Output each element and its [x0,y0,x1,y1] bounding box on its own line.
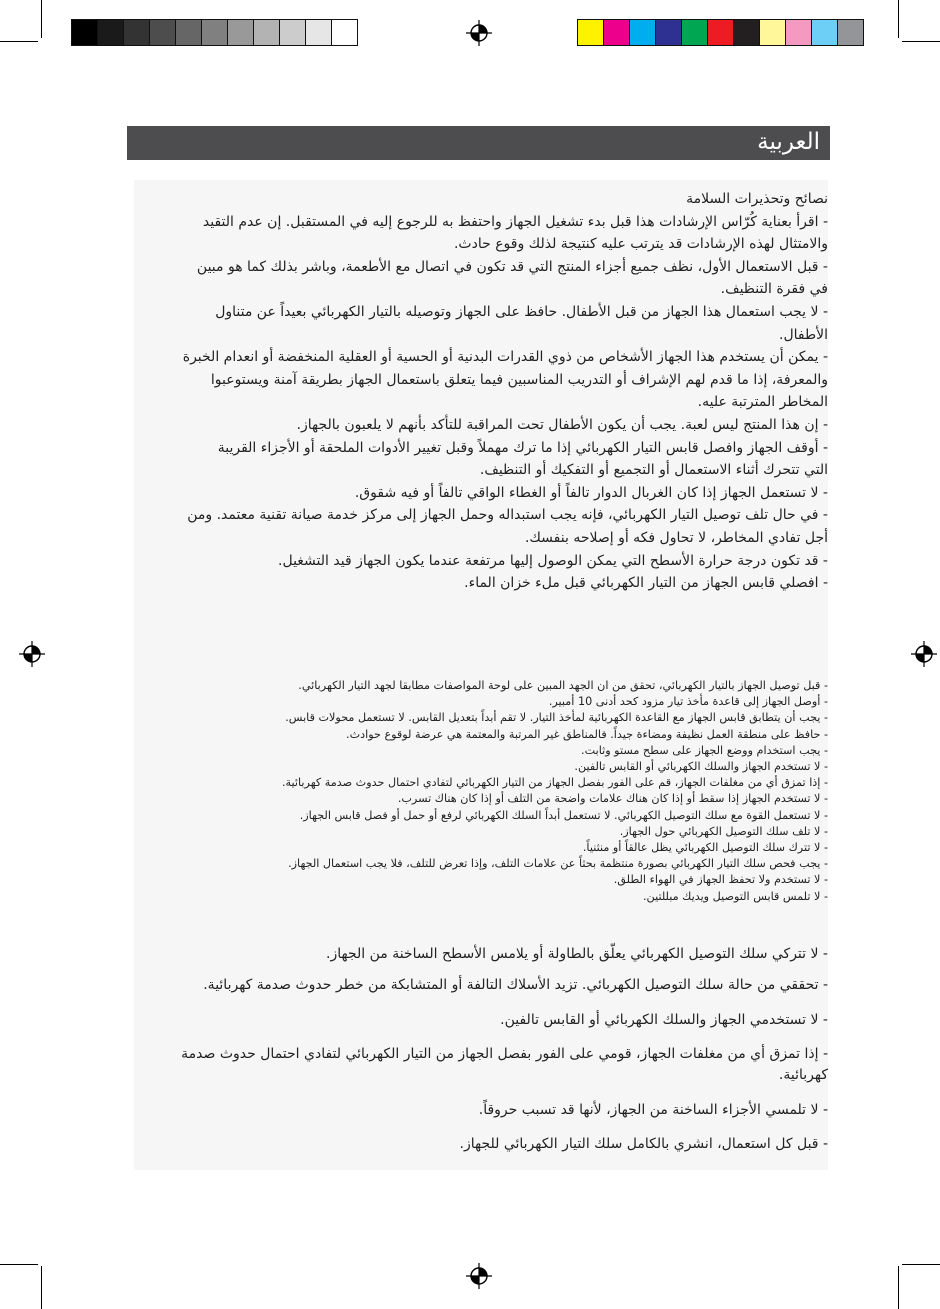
crop-mark-bottom-right-v [898,1266,899,1309]
color-swatch [305,19,332,46]
text-line: الأطفال. [779,326,828,343]
crop-mark-top-left-h [0,41,38,42]
list-item: - لا تستخدمي الجهاز والسلك الكهربائي أو القابس تالفين. [500,1011,828,1028]
color-swatch [629,19,656,46]
crop-mark-top-left-v [41,0,42,38]
list-item: - تحققي من حالة سلك التوصيل الكهربائي. تزيد الأسلاك التالفة أو المتشابكة من خطر حدوث صدمة كهربائية. [203,977,828,993]
color-swatch [331,19,358,46]
text-line: - لا تستعمل الجهاز إذا كان الغربال الدوار تالفاً أو الغطاء الواقي تالفاً أو فيه شقوق. [354,484,828,501]
crop-mark-bottom-right-h [902,1264,940,1265]
color-swatch [603,19,630,46]
list-item: - يجب أن يتطابق قابس الجهاز مع القاعدة الكهربائية لمأخذ التيار. لا تقم أبداً بتعديل القابس. لا تستعمل محولات قابس. [285,711,828,725]
list-item: - لا تستخدم الجهاز والسلك الكهربائي أو القابس تالفين. [574,760,828,774]
list-item: - لا تستخدم ولا تحفظ الجهاز في الهواء الطلق. [613,873,828,887]
text-line: - قد تكون درجة حرارة الأسطح التي يمكن الوصول إليها مرتفعة عندما يكون الجهاز قيد التشغيل. [278,552,828,569]
color-swatch [837,19,864,46]
color-swatch [97,19,124,46]
color-swatch [227,19,254,46]
color-swatch [811,19,838,46]
color-swatch [759,19,786,46]
list-item: - قبل توصيل الجهاز بالتيار الكهربائي، تحقق من ان الجهد المبين على لوحة المواصفات مطابقا لجهد التيار الكهربائي. [298,679,828,692]
grayscale-calibration-bar [71,19,357,46]
text-line: - لا يجب استعمال هذا الجهاز من قبل الأطفال. حافظ على الجهاز وتوصيله بالتيار الكهربائي بعيداً عن متناول [215,303,828,320]
color-swatch [149,19,176,46]
color-swatch [71,19,98,46]
text-line: - إن هذا المنتج ليس لعبة. يجب أن يكون الأطفال تحت المراقبة للتأكد بأنهم لا يلعبون بالجهاز. [296,416,828,433]
list-item: - إذا تمزق أي من مغلفات الجهاز، قومي على الفور بفصل الجهاز من التيار الكهربائي لتفادي احتمال حدوث صدمة كهربائية. [181,1046,828,1083]
color-calibration-bar [577,19,863,46]
registration-crosshair-icon [911,641,937,667]
registration-crosshair-icon [466,1263,492,1289]
list-item: - حافظ على منطقة العمل نظيفة ومضاءة جيداً. فالمناطق غير المرتبة والمعتمة هي عرضة لوقوع حوادث. [346,727,828,741]
list-item: - لا تستعمل القوة مع سلك التوصيل الكهربائي. لا تستعمل أبداً السلك الكهربائي لرفع أو حمل أو فصل قابس الجهاز. [299,808,828,822]
color-swatch [123,19,150,46]
color-swatch [681,19,708,46]
list-item: - إذا تمزق أي من مغلفات الجهاز، قم على الفور بفصل الجهاز من التيار الكهربائي لتفادي احتمال حدوث صدمة كهربائية. [281,776,828,790]
color-swatch [201,19,228,46]
registration-crosshair-icon [19,641,45,667]
list-item: - يجب فحص سلك التيار الكهربائي بصورة منتظمة بحثاً عن علامات التلف، وإذا تعرض للتلف، فلا يجب استعمال الجهاز. [288,857,828,871]
color-swatch [279,19,306,46]
list-item: - أوصل الجهاز إلى قاعدة مأخذ تيار مزود كحد أدنى 10 أمبير. [548,695,828,709]
list-item: - لا تستخدم الجهاز إذا سقط أو إذا كان هناك علامات واضحة من التلف أو إذا كان هناك تسرب. [397,792,828,806]
crop-mark-top-right-h [902,41,940,42]
list-item: - لا تلف سلك التوصيل الكهربائي حول الجهاز. [619,824,828,838]
color-swatch [253,19,280,46]
color-swatch [655,19,682,46]
registration-crosshair-icon [466,20,492,46]
text-line: - قبل الاستعمال الأول، نظف جميع أجزاء المنتج التي قد تكون في اتصال مع الأطعمة، وباشر بذلك كما هو مبين [196,258,828,275]
text-line: والمعرفة، إذا ما قدم لهم الإشراف أو التدريب المناسبين فيما يتعلق باستعمال الجهاز بطريقة آمنة ويستوعبوا [210,371,828,388]
section-title: نصائح وتحذيرات السلامة [686,191,828,207]
crop-mark-bottom-left-v [41,1266,42,1309]
color-swatch [577,19,604,46]
text-line: - افصلي قابس الجهاز من التيار الكهربائي قبل ملء خزان الماء. [464,575,828,592]
safety-section [134,188,828,595]
content-area [134,180,828,1170]
text-line: - يمكن أن يستخدم هذا الجهاز الأشخاص من ذوي القدرات البدنية أو الحسية أو العقلية المنخفضة أو انعدام الخبرة [182,349,828,366]
list-item: - لا تلمس قابس التوصيل ويديك مبللتين. [643,889,828,903]
crop-mark-bottom-left-h [0,1264,38,1265]
text-line: أجل تفادي المخاطر، لا تحاول فكه أو إصلاحه بنفسك. [524,529,828,546]
electrical-safety-list [134,678,828,905]
language-title: العربية [757,129,820,155]
list-item: - لا تلمسي الأجزاء الساخنة من الجهاز، لأنها قد تسبب حروقاً. [478,1101,828,1118]
text-line: التي تتحرك أثناء الاستعمال أو التجميع أو التفكيك أو التنظيف. [479,462,828,479]
language-header-bar [127,126,830,160]
text-line: المخاطر المترتبة عليه. [697,394,828,411]
color-swatch [175,19,202,46]
list-item: - لا تترك سلك التوصيل الكهربائي يظل عالقاً أو منثنياً. [582,841,828,855]
list-item: - لا تتركي سلك التوصيل الكهربائي يعلّق بالطاولة أو يلامس الأسطح الساخنة من الجهاز. [326,946,828,962]
color-swatch [733,19,760,46]
text-line: - اقرأ بعناية كُرّاس الإرشادات هذا قبل بدء تشغيل الجهاز واحتفظ به للرجوع إليه في المستقبل. إن عدم التقيد [202,213,828,230]
color-swatch [785,19,812,46]
cord-safety-list [134,944,828,1169]
text-line: والامتثال لهذه الإرشادات قد يترتب عليه كنتيجة لذلك وقوع حادث. [453,236,828,253]
list-item: - قبل كل استعمال، انشري بالكامل سلك التيار الكهربائي للجهاز. [459,1136,828,1152]
list-item: - يجب استخدام ووضع الجهاز على سطح مستو وثابت. [581,743,828,757]
text-line: - أوقف الجهاز وافصل قابس التيار الكهربائي إذا ما ترك مهملاً وقبل تغيير الأدوات الملحقة أو الأجزاء القريبة [217,439,828,456]
text-line: في فقرة التنظيف. [720,281,828,298]
color-swatch [707,19,734,46]
text-line: - في حال تلف توصيل التيار الكهربائي، فإنه يجب استبداله وحمل الجهاز إلى مركز خدمة صيانة تقنية معتمد. ومن [187,507,828,524]
crop-mark-top-right-v [898,0,899,38]
